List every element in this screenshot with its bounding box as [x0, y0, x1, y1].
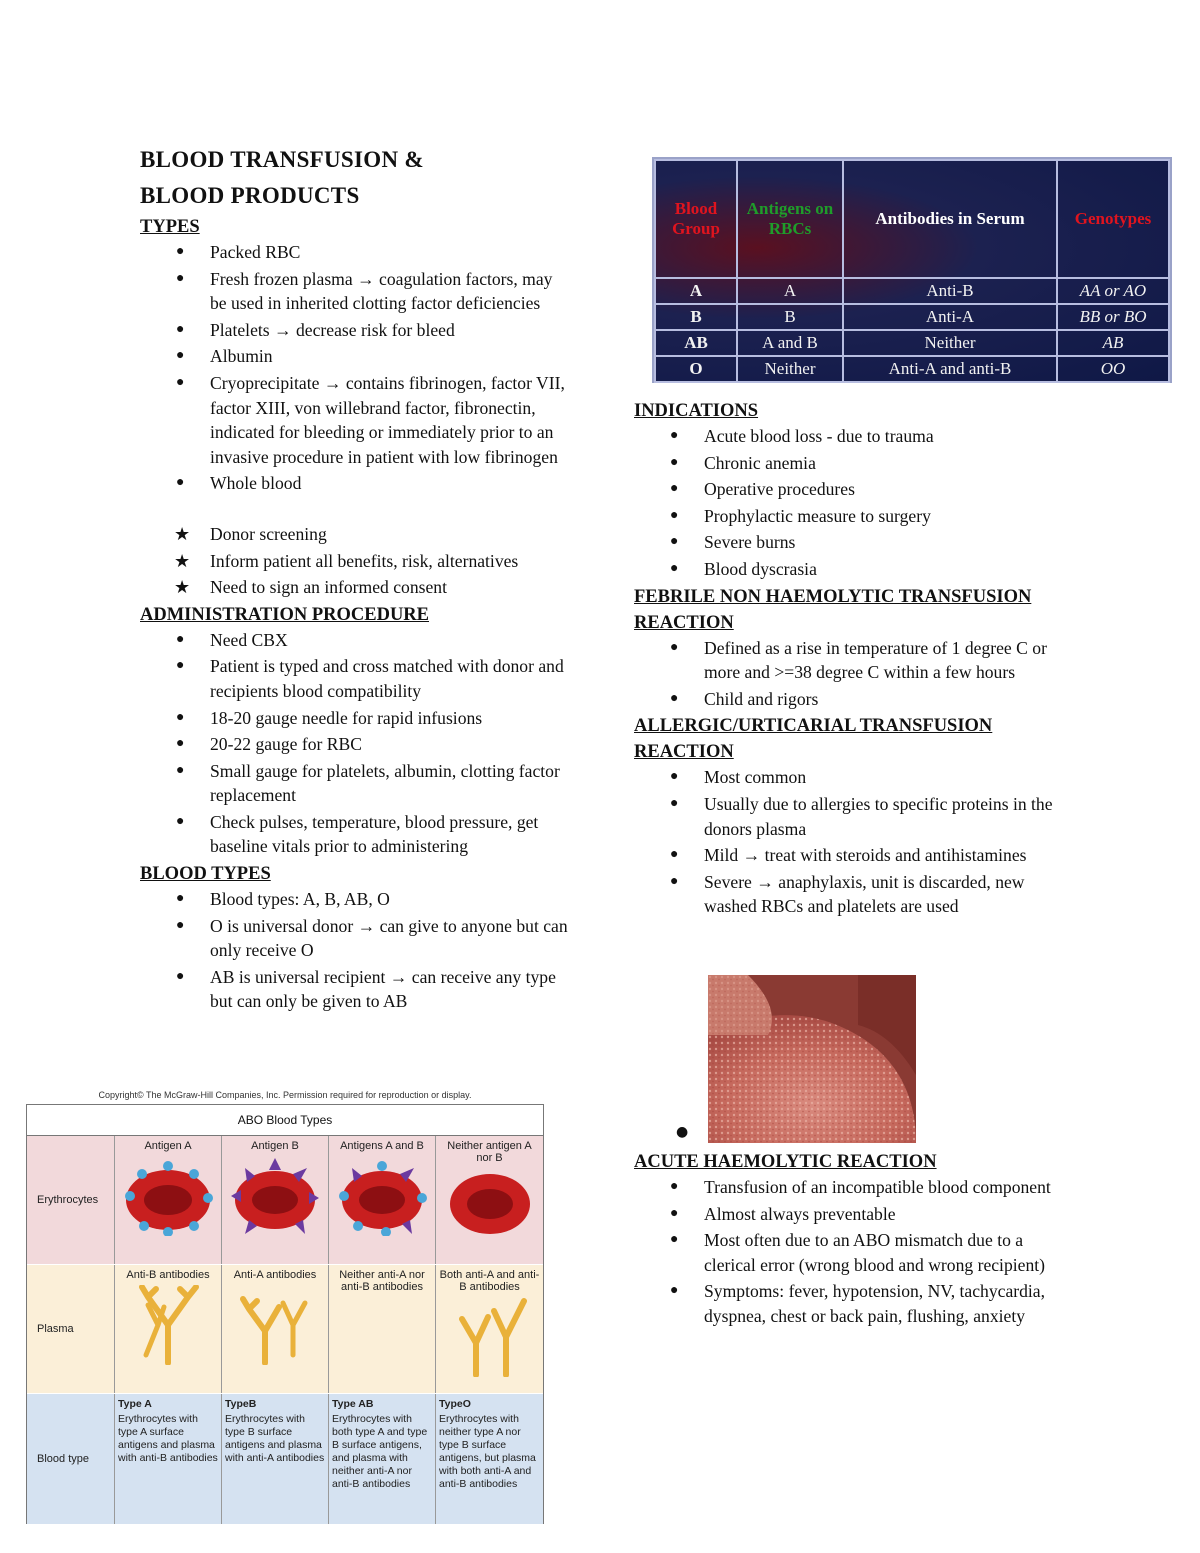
list-item: ● Mild → treat with steroids and antihistamines: [634, 843, 1074, 868]
star-icon: ★: [174, 523, 191, 544]
list-item: ● Acute blood loss - due to trauma: [634, 424, 1074, 449]
table-cell: A: [655, 278, 737, 304]
bullet-icon: ●: [670, 847, 679, 863]
indications-heading: INDICATIONS: [634, 401, 759, 421]
list-item: ★ Need to sign an informed consent: [140, 575, 570, 600]
list-item: ● 20-22 gauge for RBC: [140, 732, 570, 757]
table-header: Blood Group: [655, 160, 737, 278]
bullet-icon: ●: [176, 917, 185, 933]
antibody-label: Anti-B antibodies: [126, 1269, 210, 1281]
list-item: ● Transfusion of an incompatible blood component: [634, 1175, 1074, 1200]
table-cell: Anti-A: [843, 304, 1057, 330]
list-item: ● Albumin: [140, 344, 570, 369]
bullet-icon: ●: [670, 1232, 679, 1248]
bullet-icon: ●: [176, 658, 185, 674]
antibody-icon: [128, 1285, 208, 1365]
antigen-label: Neither antigen A nor B: [447, 1140, 532, 1164]
table-cell: B: [737, 304, 843, 330]
list-item: ● Operative procedures: [634, 477, 1074, 502]
bullet-icon: ●: [670, 1179, 679, 1194]
type-name: TypeO: [439, 1398, 471, 1410]
table-row: [655, 356, 1169, 382]
types-list: [140, 240, 570, 496]
erythrocyte-cell-a: [115, 1136, 222, 1264]
list-item: ● Most often due to an ABO mismatch due to a clerical error (wrong blood and wrong recipient): [670, 1230, 1045, 1275]
erythrocytes-row: [27, 1136, 543, 1264]
acute-list: [634, 1175, 1074, 1329]
type-cell-b: [222, 1394, 329, 1524]
administration-list: [140, 628, 570, 859]
type-cell-ab: [329, 1394, 436, 1524]
table-cell: A: [737, 278, 843, 304]
list-item: ● Cryoprecipitate → contains fibrinogen, factor VII, factor XIII, von willebrand factor, fibronectin, indicated for bleeding or immediately prior to an invasive procedure in patient with low fibrinogen: [176, 372, 565, 467]
type-name: TypeB: [225, 1398, 257, 1410]
plasma-row: [27, 1265, 543, 1393]
bullet-icon: ●: [176, 891, 185, 907]
list-item: ★ Donor screening: [140, 522, 570, 547]
list-item: ● O is universal donor → can give to anyone but can only receive O: [176, 915, 568, 961]
table-cell: AB: [1057, 330, 1169, 356]
star-icon: ★: [174, 550, 191, 571]
list-item: ● Whole blood: [140, 471, 570, 496]
title-line-2: BLOOD PRODUCTS: [140, 183, 360, 208]
table-row: [655, 304, 1169, 330]
table-header: Genotypes: [1057, 160, 1169, 278]
type-description: Erythrocytes with type B surface antigens and plasma with anti-A antibodies: [225, 1413, 325, 1464]
antibody-icon: [235, 1285, 315, 1365]
bullet-icon: ●: [670, 507, 679, 523]
abo-grid: [26, 1104, 544, 1524]
table-row: [655, 330, 1169, 356]
antibody-icon: [450, 1297, 530, 1377]
blood-type-row: [27, 1394, 543, 1524]
bullet-icon: ●: [176, 813, 185, 829]
list-item: ● Blood dyscrasia: [634, 557, 1074, 582]
bullet-icon: ●: [670, 795, 679, 811]
bullet-icon: ●: [670, 639, 679, 655]
list-item: ● Fresh frozen plasma → coagulation factors, may be used in inherited clotting factor deficiencies: [176, 268, 553, 314]
list-item: ● AB is universal recipient → can receive any type but can only be given to AB: [176, 966, 556, 1012]
bullet-icon: ●: [176, 244, 185, 259]
bullet-icon: ●: [176, 736, 185, 752]
antibody-label: Both anti-A and anti-B antibodies: [439, 1269, 540, 1293]
antigen-label: Antigens A and B: [340, 1140, 424, 1152]
bullet-icon: ●: [176, 374, 185, 390]
row-label: Erythrocytes: [27, 1136, 115, 1264]
bullet-icon: ●: [676, 1124, 689, 1140]
rbc-antigen-ab-icon: [336, 1156, 428, 1236]
bullet-icon: ●: [670, 534, 679, 550]
administration-heading: ADMINISTRATION PROCEDURE: [140, 604, 429, 625]
table-cell: AB: [655, 330, 737, 356]
list-item: ● Check pulses, temperature, blood pressure, get baseline vitals prior to administering: [176, 811, 539, 857]
rbc-no-antigen-icon: [444, 1168, 536, 1238]
acute-section: [634, 1149, 1074, 1331]
bullet-icon: ●: [670, 481, 679, 497]
list-item: ● Packed RBC: [140, 240, 570, 265]
febrile-list: [634, 636, 1074, 712]
rbc-antigen-b-icon: [229, 1156, 321, 1236]
left-column: [140, 142, 570, 1016]
table-header: Antibodies in Serum: [843, 160, 1057, 278]
bullet-icon: ●: [670, 560, 679, 576]
type-description: Erythrocytes with type A surface antigens and plasma with anti-B antibodies: [118, 1413, 218, 1464]
rbc-antigen-a-icon: [122, 1156, 214, 1236]
bullet-icon: ●: [670, 873, 679, 889]
table-cell: A and B: [737, 330, 843, 356]
type-description: Erythrocytes with neither type A nor type B surface antigens, but plasma with both anti-A and anti-B antibodies: [439, 1413, 536, 1490]
table-cell: Neither: [737, 356, 843, 382]
bullet-icon: ●: [176, 348, 185, 364]
types-heading: TYPES: [140, 217, 200, 237]
document-title: [140, 142, 570, 214]
bullet-icon: ●: [176, 321, 185, 337]
figure-copyright: Copyright© The McGraw-Hill Companies, Inc. Permission required for reproduction or display.: [98, 1090, 472, 1100]
erythrocyte-cell-ab: [329, 1136, 436, 1264]
bullet-icon: ●: [176, 968, 185, 984]
bullet-icon: ●: [176, 270, 185, 286]
table-row: [655, 278, 1169, 304]
table-cell: OO: [1057, 356, 1169, 382]
blood-types-list: [140, 887, 570, 1014]
plasma-cell-b: [222, 1265, 329, 1393]
bullet-icon: ●: [670, 690, 679, 706]
plasma-cell-o: [436, 1265, 543, 1393]
table-cell: AA or AO: [1057, 278, 1169, 304]
antibody-label: Anti-A antibodies: [233, 1269, 317, 1281]
bullet-icon: ●: [670, 428, 679, 443]
type-name: Type AB: [332, 1398, 374, 1410]
bullet-icon: ●: [670, 454, 679, 470]
star-icon: ★: [174, 577, 191, 598]
erythrocyte-cell-o: [436, 1136, 543, 1264]
star-list: [140, 522, 570, 600]
list-item: ● Severe → anaphylaxis, unit is discarded, new washed RBCs and platelets are used: [670, 871, 1025, 917]
table-cell: Anti-A and anti-B: [843, 356, 1057, 382]
indications-list: [634, 424, 1074, 582]
urticarial-rash-photo: [708, 975, 916, 1143]
blood-types-heading: BLOOD TYPES: [140, 864, 271, 885]
blood-group-table: [654, 159, 1170, 383]
list-item: ● Chronic anemia: [634, 451, 1074, 476]
plasma-cell-a: [115, 1265, 222, 1393]
bullet-icon: ●: [176, 709, 185, 725]
bullet-icon: ●: [176, 631, 185, 647]
table-header: Antigens on RBCs: [737, 160, 843, 278]
right-column: [634, 398, 1074, 921]
blood-group-table-image: [652, 157, 1172, 383]
type-description: Erythrocytes with both type A and type B surface antigens, and plasma with neither anti-A nor anti-B antibodies: [332, 1413, 428, 1490]
list-item: ● Blood types: A, B, AB, O: [140, 887, 570, 912]
list-item: ● Defined as a rise in temperature of 1 degree C or more and >=38 degree C within a few hours: [670, 637, 1047, 683]
list-item: ● 18-20 gauge needle for rapid infusions: [140, 706, 570, 731]
bullet-icon: ●: [670, 1205, 679, 1221]
plasma-cell-ab: [329, 1265, 436, 1393]
table-cell: Anti-B: [843, 278, 1057, 304]
table-cell: BB or BO: [1057, 304, 1169, 330]
erythrocyte-cell-b: [222, 1136, 329, 1264]
type-cell-o: [436, 1394, 543, 1524]
abo-blood-types-figure: [26, 1090, 544, 1526]
title-line-1: BLOOD TRANSFUSION &: [140, 147, 424, 172]
list-item: ● Patient is typed and cross matched with donor and recipients blood compatibility: [176, 656, 564, 701]
list-item: ● Prophylactic measure to surgery: [634, 504, 1074, 529]
table-cell: O: [655, 356, 737, 382]
allergic-list: [634, 765, 1074, 919]
list-item: ● Symptoms: fever, hypotension, NV, tachycardia, dyspnea, chest or back pain, flushing, anxiety: [670, 1281, 1046, 1326]
bullet-icon: ●: [670, 1283, 679, 1299]
type-cell-a: [115, 1394, 222, 1524]
row-label: Blood type: [27, 1394, 115, 1524]
list-item: ● Usually due to allergies to specific proteins in the donors plasma: [670, 793, 1053, 839]
allergic-heading: ALLERGIC/URTICARIAL TRANSFUSION REACTION: [634, 716, 993, 763]
row-label: Plasma: [27, 1265, 115, 1393]
type-name: Type A: [118, 1398, 152, 1410]
figure-title: ABO Blood Types: [27, 1105, 543, 1136]
table-cell: B: [655, 304, 737, 330]
bullet-icon: ●: [176, 475, 185, 491]
list-item: ● Severe burns: [634, 530, 1074, 555]
list-item: ● Most common: [634, 765, 1074, 790]
table-cell: Neither: [843, 330, 1057, 356]
list-item: ● Child and rigors: [634, 687, 1074, 712]
list-item: ● Almost always preventable: [634, 1202, 1074, 1227]
list-item: ★ Inform patient all benefits, risk, alternatives: [140, 549, 570, 574]
list-item: ● Need CBX: [140, 628, 570, 653]
bullet-icon: ●: [176, 762, 185, 778]
antigen-label: Antigen A: [144, 1140, 192, 1152]
febrile-heading: FEBRILE NON HAEMOLYTIC TRANSFUSION REACTION: [634, 586, 1032, 633]
acute-heading: ACUTE HAEMOLYTIC REACTION: [634, 1152, 937, 1172]
antibody-label: Neither anti-A nor anti-B antibodies: [339, 1269, 425, 1293]
list-item: ● Platelets → decrease risk for bleed: [140, 318, 570, 343]
list-item: ● Small gauge for platelets, albumin, clotting factor replacement: [176, 760, 560, 806]
bullet-icon: ●: [670, 769, 679, 785]
antigen-label: Antigen B: [251, 1140, 299, 1152]
